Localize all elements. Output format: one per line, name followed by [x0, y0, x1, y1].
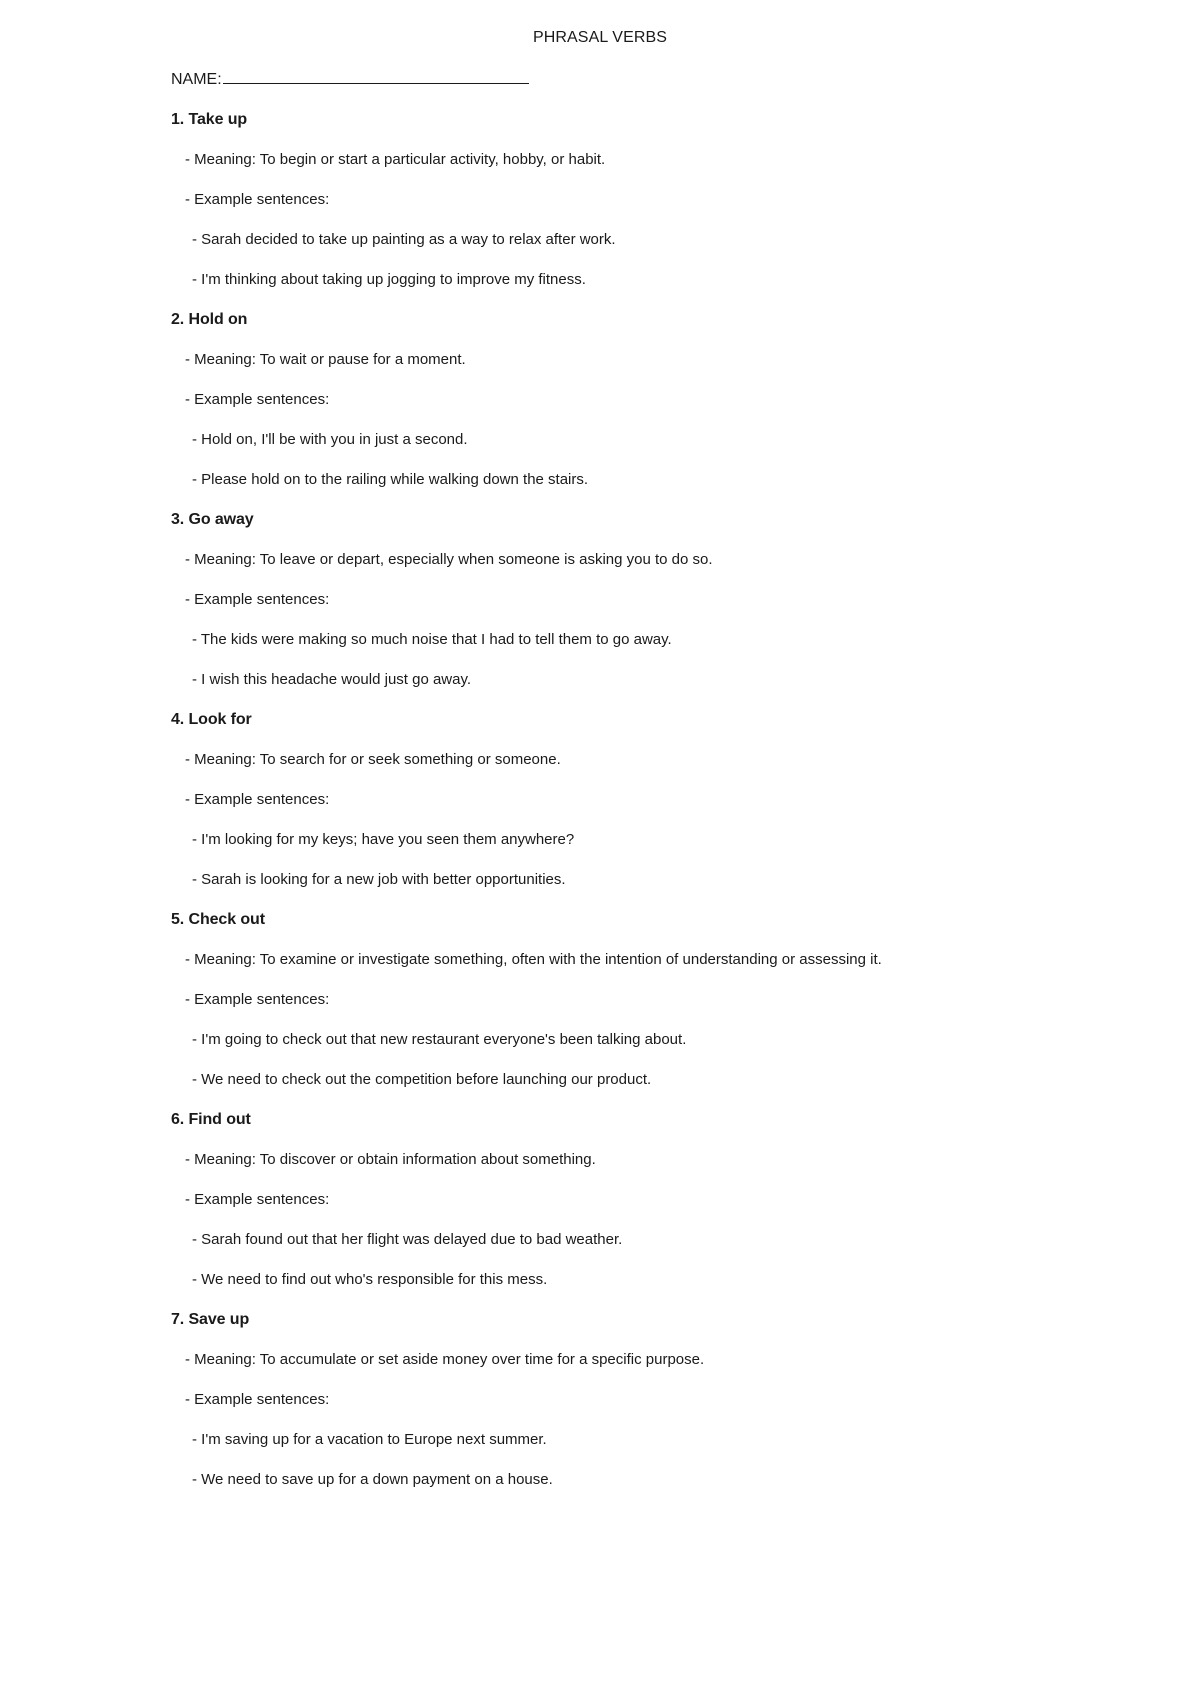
- example-sentence: - We need to save up for a down payment on a house.: [192, 1471, 553, 1488]
- document-title: PHRASAL VERBS: [532, 29, 668, 46]
- example-sentence: - Sarah is looking for a new job with better opportunities.: [192, 871, 566, 888]
- example-sentence: - The kids were making so much noise that I had to tell them to go away.: [192, 631, 672, 648]
- phrasal-verb-entry: [171, 310, 1171, 510]
- name-blank-line: [223, 69, 529, 84]
- entry-meaning: - Meaning: To begin or start a particular activity, hobby, or habit.: [185, 151, 606, 168]
- example-sentence: - We need to find out who's responsible for this mess.: [192, 1271, 548, 1288]
- examples-label: - Example sentences:: [185, 591, 330, 608]
- entry-meaning: - Meaning: To leave or depart, especially when someone is asking you to do so.: [185, 551, 713, 568]
- examples-label: - Example sentences:: [185, 991, 330, 1008]
- entry-heading: 2. Hold on: [171, 311, 248, 328]
- example-sentence: - I wish this headache would just go away.: [192, 671, 472, 688]
- name-field: [171, 69, 529, 89]
- phrasal-verb-entry: [171, 710, 1171, 910]
- entry-heading: 4. Look for: [171, 711, 252, 728]
- examples-label: - Example sentences:: [185, 791, 330, 808]
- example-sentence: - Sarah decided to take up painting as a way to relax after work.: [192, 231, 616, 248]
- phrasal-verb-entry: [171, 510, 1171, 710]
- example-sentence: - Sarah found out that her flight was delayed due to bad weather.: [192, 1231, 623, 1248]
- entry-meaning: - Meaning: To search for or seek something or someone.: [185, 751, 561, 768]
- example-sentence: - I'm going to check out that new restaurant everyone's been talking about.: [192, 1031, 687, 1048]
- phrasal-verb-entry: [171, 910, 1171, 1110]
- examples-label: - Example sentences:: [185, 1391, 330, 1408]
- entry-heading: 1. Take up: [171, 111, 248, 128]
- entry-meaning: - Meaning: To wait or pause for a moment.: [185, 351, 466, 368]
- entry-heading: 6. Find out: [171, 1111, 251, 1128]
- example-sentence: - Hold on, I'll be with you in just a second.: [192, 431, 468, 448]
- example-sentence: - I'm thinking about taking up jogging to improve my fitness.: [192, 271, 586, 288]
- phrasal-verb-entry: [171, 1110, 1171, 1310]
- examples-label: - Example sentences:: [185, 1191, 330, 1208]
- entry-heading: 3. Go away: [171, 511, 254, 528]
- example-sentence: - We need to check out the competition before launching our product.: [192, 1071, 652, 1088]
- entry-heading: 5. Check out: [171, 911, 265, 928]
- name-label: NAME:: [171, 71, 222, 88]
- phrasal-verb-entry: [171, 110, 1171, 310]
- entry-meaning: - Meaning: To discover or obtain information about something.: [185, 1151, 596, 1168]
- examples-label: - Example sentences:: [185, 191, 330, 208]
- entry-meaning: - Meaning: To examine or investigate something, often with the intention of understanding or assessing it.: [185, 951, 882, 968]
- phrasal-verb-entry: [171, 1310, 1171, 1510]
- example-sentence: - I'm looking for my keys; have you seen them anywhere?: [192, 831, 575, 848]
- examples-label: - Example sentences:: [185, 391, 330, 408]
- entry-meaning: - Meaning: To accumulate or set aside money over time for a specific purpose.: [185, 1351, 705, 1368]
- example-sentence: - Please hold on to the railing while walking down the stairs.: [192, 471, 589, 488]
- example-sentence: - I'm saving up for a vacation to Europe next summer.: [192, 1431, 547, 1448]
- entry-heading: 7. Save up: [171, 1311, 250, 1328]
- phrasal-verb-list: [171, 110, 1171, 1510]
